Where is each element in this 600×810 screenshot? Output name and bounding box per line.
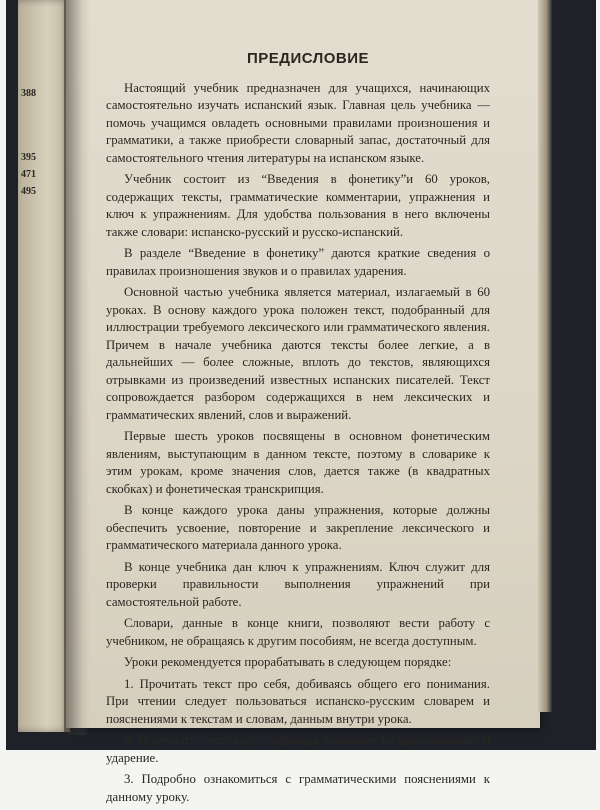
paragraph: Уроки рекомендуется прорабатывать в следующем порядке:: [124, 655, 452, 669]
left-page-number: 471: [21, 169, 36, 180]
paragraph: Настоящий учебник предназначен для учащихся, начинающих самостоятельно изучать испанский язык. Главная цель учебника — помочь учащимся овладеть основными правилами произношения и грамматики, а также приобрести словарный запас, достаточный для самостоятельного чтения литературы на испанском языке.: [106, 80, 490, 165]
paragraph: Основной частью учебника является материал, излагаемый в 60 уроках. В основу каждого урока положен текст, подобранный для иллюстрации требуемого лексического или грамматического явления. Причем в начале учебника даются тексты более легкие, а в дальнейших — более сложные, вплоть до текстов, являющихся отрывками из произведений известных испанских писателей. Текст сопровождается разбором содержащихся в нем лексических и грамматических явлений, слов и выражений.: [106, 285, 490, 422]
paragraph: 3. Подробно ознакомиться с грамматическими пояснениями к данному уроку.: [106, 772, 490, 804]
paragraph: 1. Прочитать текст про себя, добиваясь общего его понимания. При чтении следует пользоваться испанско-русским словарем и пояснениями к текстам и словам, данным внутри урока.: [106, 676, 490, 726]
paragraph: Первые шесть уроков посвящены в основном фонетическим явлениям, выступающим в данном тексте, поэтому в словарике к этим урокам, кроме значения слов, дается также (в квадратных скобках) и фонетическая транскрипция.: [106, 429, 490, 496]
left-page-number: 388: [21, 88, 36, 99]
left-page-number: 395: [21, 152, 36, 163]
preface-text: [106, 50, 490, 810]
paragraph: Словари, данные в конце книги, позволяют вести работу с учебником, не обращаясь к другим пособиям, не всегда доступным.: [106, 616, 490, 648]
left-page: [18, 0, 70, 732]
paragraph: В конце учебника дан ключ к упражнениям. Ключ служит для проверки правильности выполнения упражнений при самостоятельной работе.: [106, 559, 490, 609]
paragraph: В конце каждого урока даны упражнения, которые должны обеспечить усвоение, повторение и закрепление лексического и грамматического материала данного урока.: [106, 503, 490, 552]
left-page-number: 495: [21, 186, 36, 197]
book-gutter: [64, 0, 90, 735]
page-edge: [538, 0, 552, 712]
paragraph: В разделе “Введение в фонетику” даются краткие сведения о правилах произношения звуков и о правилах ударения.: [106, 246, 490, 278]
paragraph: 2. Прочитать текст вслух, обращая внимание на произношение и ударение.: [106, 733, 490, 765]
paragraph: Учебник состоит из “Введения в фонетику”и 60 уроков, содержащих тексты, грамматические комментарии, упражнения и ключ к упражнениям. Для удобства пользования в него включены также словари: испанско-русский и русско-испанский.: [106, 172, 490, 239]
page-title: ПРЕДИСЛОВИЕ: [246, 50, 370, 67]
